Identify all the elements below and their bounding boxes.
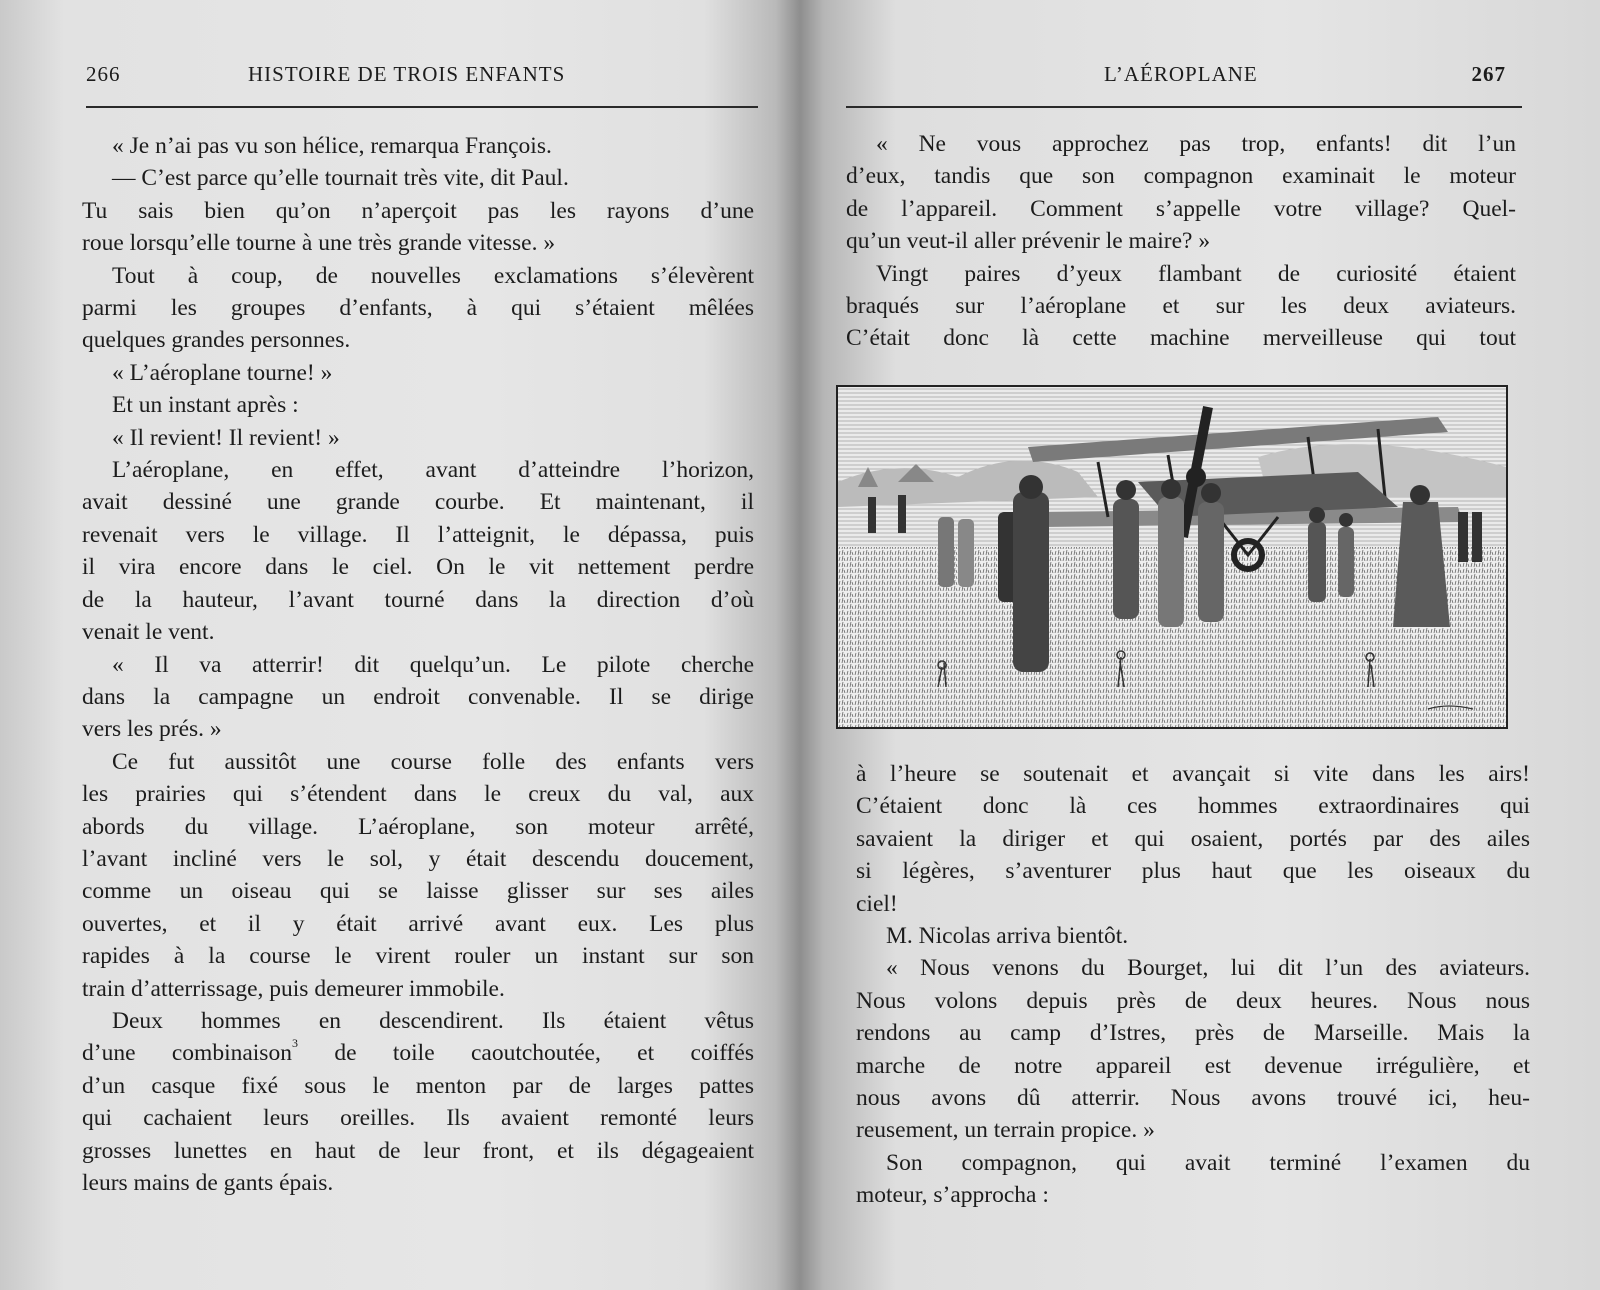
text-line: ciel! [856, 890, 898, 917]
text-line: venait le vent. [82, 619, 215, 646]
text-line: abords du village. L’aéroplane, son moteur arrêté, [82, 813, 754, 840]
text-line: train d’atterrissage, puis demeurer immobile. [82, 975, 505, 1002]
text-line: d’eux, tandis que son compagnon examinait le moteur [846, 163, 1516, 190]
page-number: 266 [86, 62, 121, 86]
text-line: nous avons dû atterrir. Nous avons trouvé ici, heu- [856, 1085, 1530, 1112]
text-line: roue lorsqu’elle tourne à une très grande vitesse. » [82, 230, 556, 257]
text-line: « L’aéroplane tourne! » [112, 359, 333, 386]
text-line: Tout à coup, de nouvelles exclamations s’élevèrent [112, 262, 754, 289]
header-rule [846, 106, 1522, 108]
text-line: « Je n’ai pas vu son hélice, remarqua François. [112, 133, 552, 159]
text-line: qui cachaient leurs oreilles. Ils avaient remonté leurs [82, 1105, 754, 1132]
text-line: rapides à la course le virent rouler un instant sur son [82, 943, 754, 970]
text-line: d’un casque fixé sous le menton par de larges pattes [82, 1072, 754, 1099]
text-line: reusement, un terrain propice. » [856, 1117, 1155, 1144]
text-line: Ce fut aussitôt une course folle des enfants vers [112, 748, 754, 775]
text-line: dans la campagne un endroit convenable. Il se dirige [82, 683, 754, 710]
text-line: Et un instant après : [112, 392, 299, 419]
text-line [82, 1037, 754, 1069]
text-line: de l’appareil. Comment s’appelle votre village? Quel- [846, 195, 1516, 222]
page-number: 267 [1471, 62, 1506, 86]
left-page [78, 0, 760, 1290]
biplane-illustration [836, 385, 1508, 729]
text-line: braqués sur l’aéroplane et sur les deux aviateurs. [846, 293, 1516, 320]
text-line: marche de notre appareil est devenue irrégulière, et [856, 1052, 1530, 1079]
text-line: ouvertes, et il y était arrivé avant eux. Les plus [82, 910, 754, 937]
text-line: grosses lunettes en haut de leur front, et ils dégageaient [82, 1137, 754, 1164]
text-line: — C’est parce qu’elle tournait très vite, dit Paul. [112, 165, 569, 192]
text-line: parmi les groupes d’enfants, à qui s’étaient mêlées [82, 295, 754, 322]
text-line: revenait vers le village. Il l’atteignit, le dépassa, puis [82, 521, 754, 548]
text-line: M. Nicolas arriva bientôt. [886, 923, 1129, 950]
header-rule [86, 106, 758, 108]
text-line: l’avant incliné vers le sol, y était descendu doucement, [82, 845, 754, 872]
text-line: Vingt paires d’yeux flambant de curiosité étaient [876, 260, 1516, 287]
text-line: si légères, s’aventurer plus haut que les oiseaux du [856, 858, 1530, 885]
text-line: Son compagnon, qui avait terminé l’examen du [886, 1149, 1530, 1176]
text-line: leurs mains de gants épais. [82, 1170, 334, 1196]
text-line: L’aéroplane, en effet, avant d’atteindre l’horizon, [112, 457, 754, 484]
footnote-marker: 3 [291, 1036, 298, 1051]
text-fragment: d’une combinaison [82, 1040, 292, 1067]
text-line: il vira encore dans le ciel. On le vit nettement perdre [82, 554, 754, 581]
text-line: qu’un veut-il aller prévenir le maire? » [846, 228, 1211, 255]
text-line: savaient la diriger et qui osaient, portés par des ailes [856, 825, 1530, 852]
text-fragment: de toile caoutchoutée, et coiffés [297, 1040, 754, 1067]
text-line: « Nous venons du Bourget, lui dit l’un des aviateurs. [886, 955, 1530, 982]
text-line: C’était donc là cette machine merveilleuse qui tout [846, 325, 1516, 352]
running-title: HISTOIRE DE TROIS ENFANTS [248, 62, 566, 86]
text-line: « Il va atterrir! dit quelqu’un. Le pilote cherche [112, 651, 754, 678]
text-line: moteur, s’approcha : [856, 1182, 1049, 1209]
text-line: « Il revient! Il revient! » [112, 424, 340, 451]
text-line: « Ne vous approchez pas trop, enfants! dit l’un [876, 131, 1516, 157]
text-line: Tu sais bien qu’on n’aperçoit pas les rayons d’une [82, 197, 754, 224]
left-page-text [78, 130, 760, 1199]
text-line: les prairies qui s’étendent dans le creux du val, aux [82, 781, 754, 808]
text-line: vers les prés. » [82, 716, 222, 743]
text-line: quelques grandes personnes. [82, 327, 351, 354]
right-page [846, 0, 1530, 1290]
right-page-header [846, 62, 1530, 92]
text-line: C’étaient donc là ces hommes extraordinaires qui [856, 793, 1530, 820]
text-line: de la hauteur, l’avant tourné dans la direction d’où [82, 586, 754, 613]
text-line: à l’heure se soutenait et avançait si vite dans les airs! [856, 761, 1530, 787]
right-page-text-top [846, 128, 1530, 355]
left-page-header [78, 62, 760, 92]
text-line: Nous volons depuis près de deux heures. Nous nous [856, 987, 1530, 1014]
text-line: comme un oiseau qui se laisse glisser sur ses ailes [82, 878, 754, 905]
right-page-text-bottom [846, 758, 1530, 1212]
text-line: rendons au camp d’Istres, près de Marseille. Mais la [856, 1020, 1530, 1047]
engraving-image [838, 387, 1506, 727]
text-line: Deux hommes en descendirent. Ils étaient vêtus [112, 1007, 754, 1034]
text-line: avait dessiné une grande courbe. Et maintenant, il [82, 489, 754, 516]
running-title: L’AÉROPLANE [1104, 62, 1258, 86]
